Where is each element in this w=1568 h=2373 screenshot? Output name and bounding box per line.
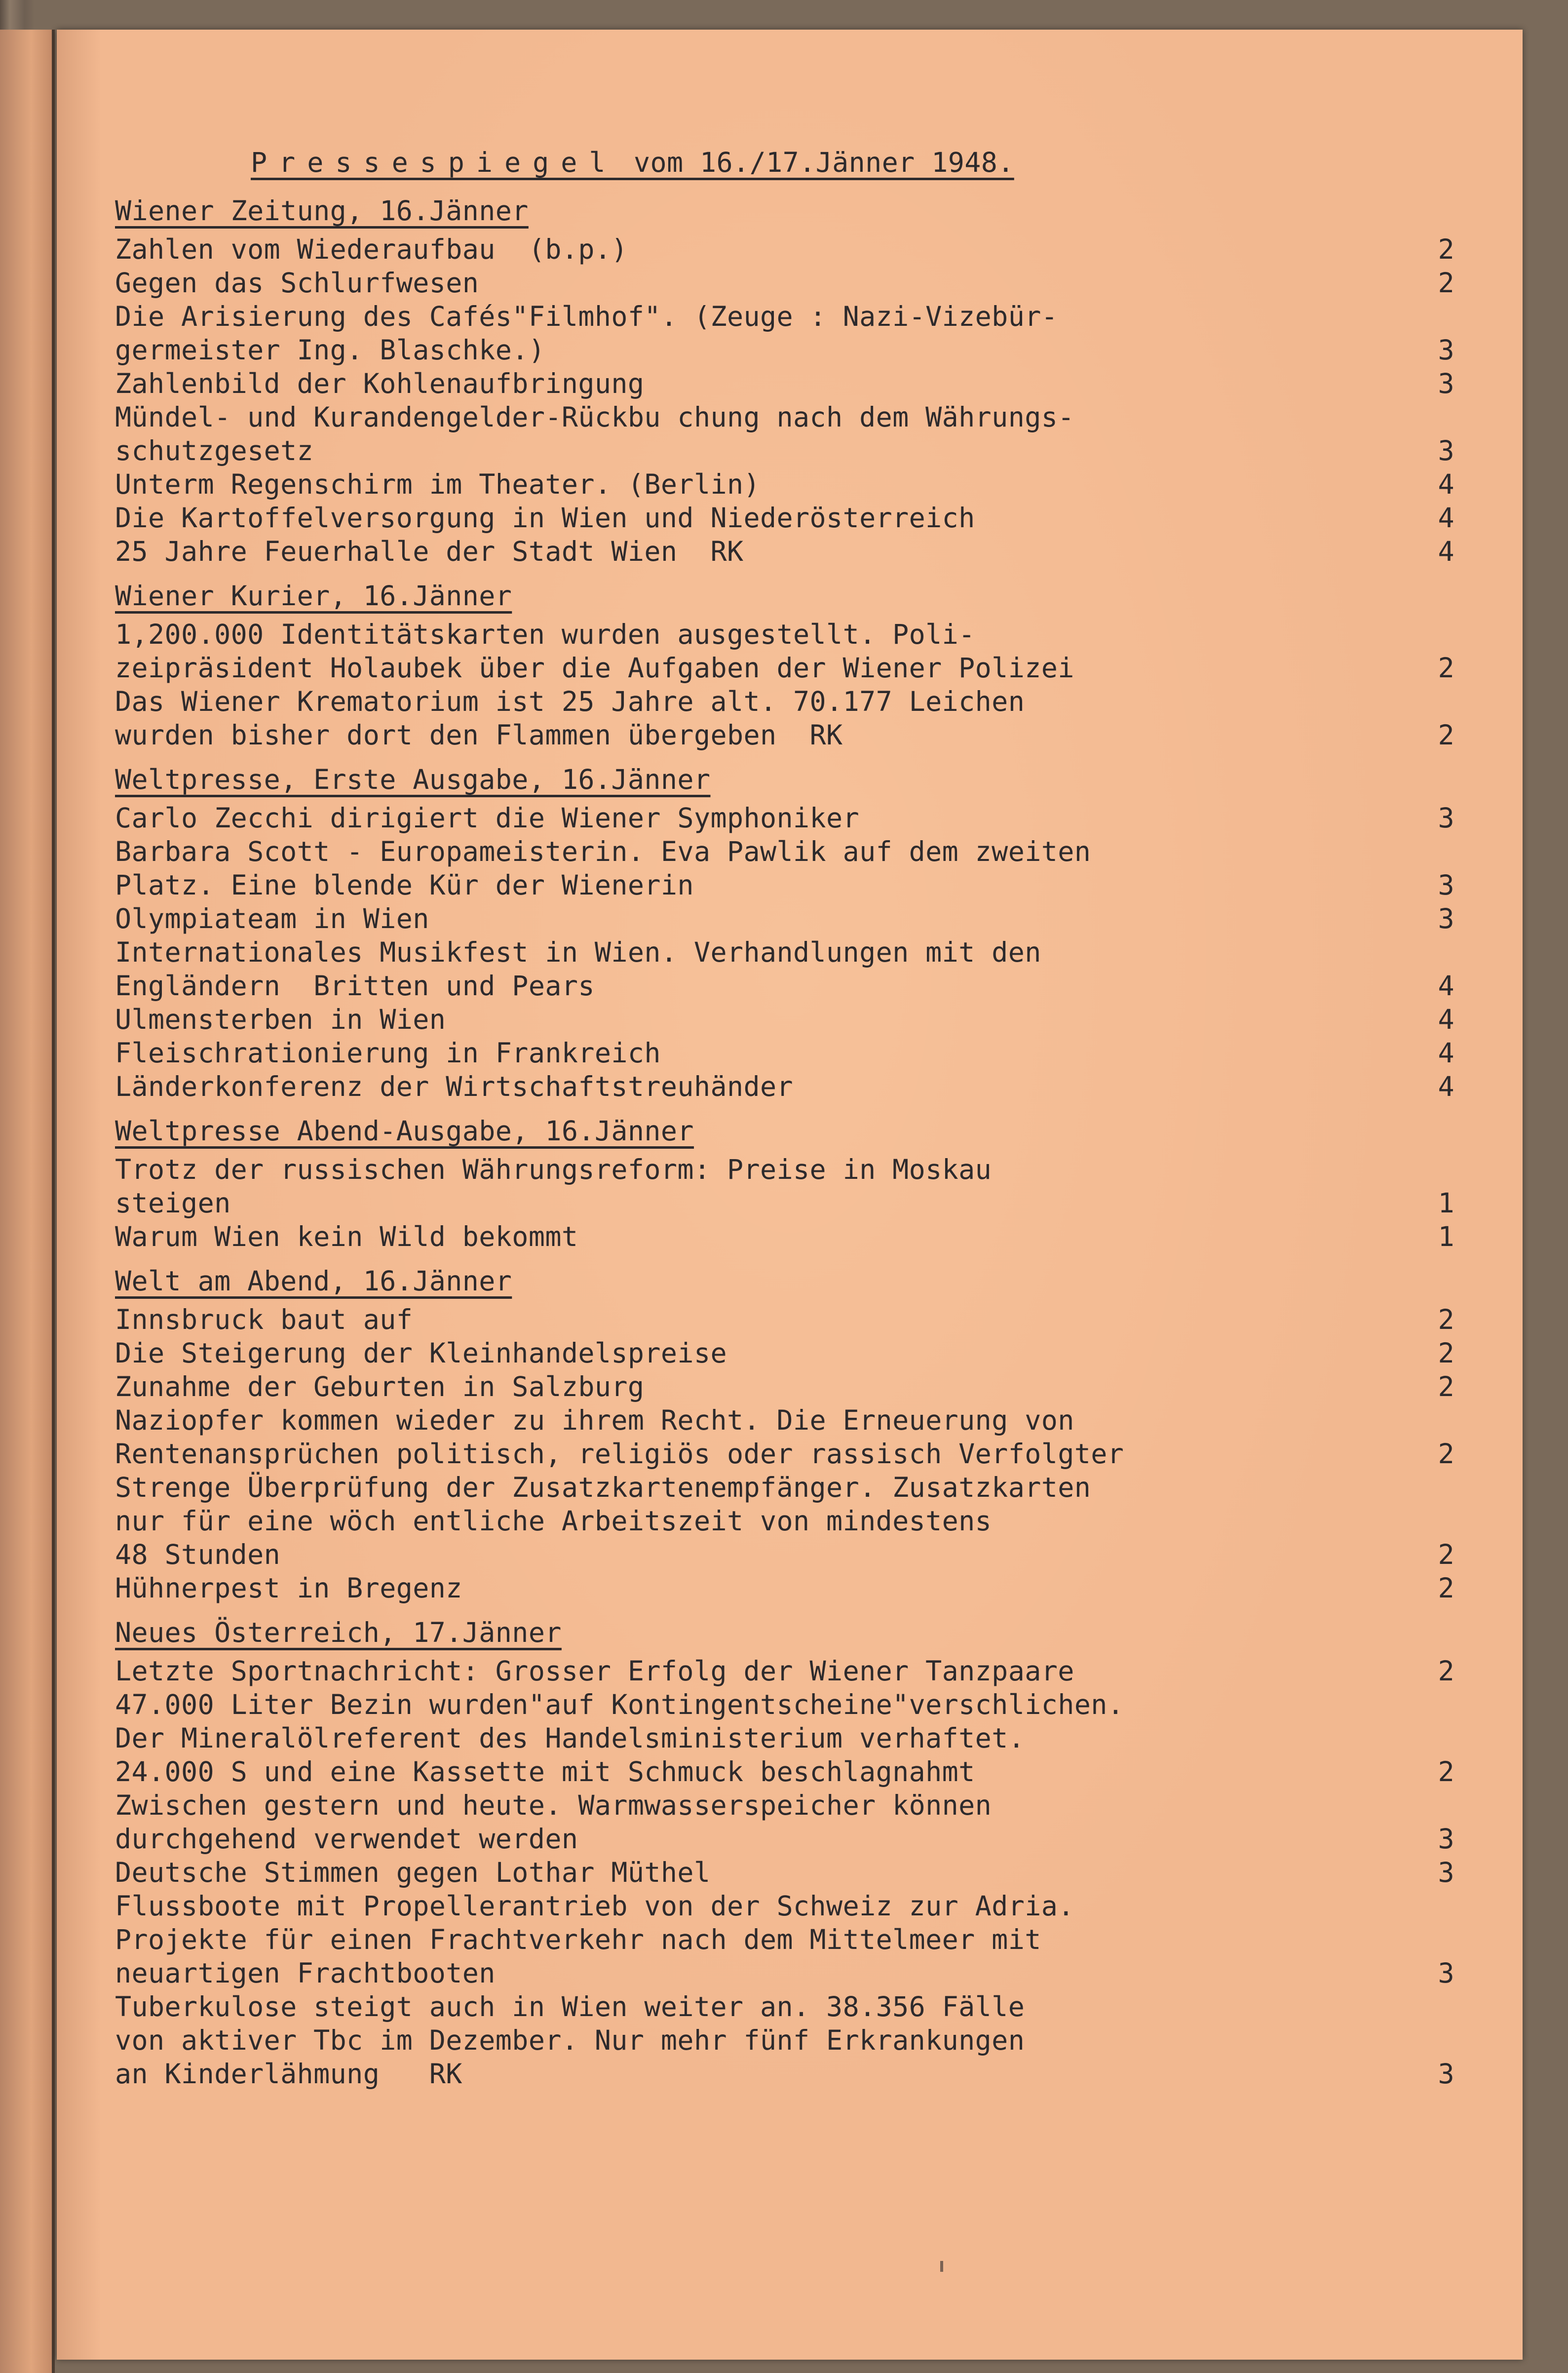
page-number: 3 (1438, 1823, 1454, 1855)
article-line (115, 2023, 1462, 2057)
article-text: Die Kartoffelversorgung in Wien und Niederösterreich (115, 502, 975, 534)
article-line (115, 1755, 1462, 1789)
page-number: 4 (1438, 1037, 1454, 1069)
article-line (115, 1336, 1462, 1370)
page-number: 4 (1438, 1004, 1454, 1035)
article-entry (115, 501, 1462, 535)
section-heading: Neues Österreich, 17.Jänner (115, 1617, 562, 1648)
page-number: 3 (1438, 2058, 1454, 2090)
article-entry (115, 1571, 1462, 1605)
article-entry (115, 266, 1462, 300)
article-text: Barbara Scott - Europameisterin. Eva Pawlik auf dem zweiten (115, 836, 1091, 867)
article-line (115, 1036, 1462, 1070)
article-text: Internationales Musikfest in Wien. Verhandlungen mit den (115, 936, 1041, 968)
article-line (115, 718, 1462, 752)
article-line (115, 1889, 1462, 1923)
article-line (115, 1437, 1462, 1471)
page-number: 2 (1438, 1572, 1454, 1604)
article-text: 25 Jahre Feuerhalle der Stadt Wien RK (115, 536, 744, 567)
article-entry (115, 1220, 1462, 1253)
page-number: 3 (1438, 368, 1454, 399)
page-number: 2 (1438, 1756, 1454, 1788)
article-entry (115, 300, 1462, 367)
article-text: Die Steigerung der Kleinhandelspreise (115, 1337, 727, 1369)
page-number: 2 (1438, 1438, 1454, 1470)
article-text: Rentenansprüchen politisch, religiös oder rassisch Verfolgter (115, 1438, 1124, 1470)
article-line (115, 266, 1462, 300)
facing-page-edge (0, 30, 55, 2373)
title-rest: vom 16./17.Jänner 1948. (617, 147, 1014, 178)
article-text: von aktiver Tbc im Dezember. Nur mehr fünf Erkrankungen (115, 2024, 1025, 2056)
article-text: Platz. Eine blende Kür der Wienerin (115, 869, 694, 901)
article-line (115, 835, 1462, 868)
article-entry (115, 1654, 1462, 1688)
article-line (115, 1186, 1462, 1220)
document-content (115, 146, 1462, 2101)
article-text: wurden bisher dort den Flammen übergeben RK (115, 719, 843, 751)
article-entry (115, 400, 1462, 467)
title-spaced: Pressespiegel (251, 147, 617, 178)
article-line (115, 1721, 1462, 1755)
article-line (115, 1538, 1462, 1571)
page-number: 1 (1438, 1187, 1454, 1219)
article-line (115, 651, 1462, 685)
article-text: germeister Ing. Blaschke.) (115, 334, 545, 366)
article-line (115, 2057, 1462, 2091)
article-line (115, 535, 1462, 568)
article-entry (115, 1688, 1462, 1789)
page-number: 2 (1438, 652, 1454, 684)
article-entry (115, 367, 1462, 400)
page-number: 4 (1438, 468, 1454, 500)
article-text: Hühnerpest in Bregenz (115, 1572, 462, 1604)
page-number: 3 (1438, 334, 1454, 366)
article-text: 48 Stunden (115, 1539, 281, 1570)
page-number: 3 (1438, 869, 1454, 901)
press-section (115, 579, 1462, 752)
article-text: Länderkonferenz der Wirtschaftstreuhänder (115, 1071, 794, 1102)
article-line (115, 400, 1462, 434)
section-heading: Wiener Zeitung, 16.Jänner (115, 195, 529, 227)
article-line (115, 1688, 1462, 1721)
article-line (115, 233, 1462, 266)
section-heading: Weltpresse Abend-Ausgabe, 16.Jänner (115, 1115, 694, 1147)
article-entry (115, 1471, 1462, 1571)
article-text: Engländern Britten und Pears (115, 970, 595, 1002)
page-number: 3 (1438, 903, 1454, 934)
article-line (115, 1303, 1462, 1336)
article-line (115, 1403, 1462, 1437)
page-number: 2 (1438, 267, 1454, 299)
article-text: Fleischrationierung in Frankreich (115, 1037, 661, 1069)
article-text: Mündel- und Kurandengelder-Rückbu chung nach dem Währungs- (115, 401, 1074, 433)
article-entry (115, 935, 1462, 1003)
article-line (115, 1220, 1462, 1253)
article-text: Strenge Überprüfung der Zusatzkartenempfänger. Zusatzkarten (115, 1472, 1091, 1503)
article-entry (115, 1003, 1462, 1036)
article-entry (115, 535, 1462, 568)
article-line (115, 333, 1462, 367)
article-line (115, 1923, 1462, 1956)
article-line (115, 902, 1462, 935)
article-line (115, 367, 1462, 400)
article-text: Warum Wien kein Wild bekommt (115, 1221, 578, 1252)
article-line (115, 868, 1462, 902)
page-number: 2 (1438, 1539, 1454, 1570)
article-text: Zwischen gestern und heute. Warmwasserspeicher können (115, 1789, 992, 1821)
article-line (115, 969, 1462, 1003)
article-line (115, 1856, 1462, 1889)
article-text: schutzgesetz (115, 435, 314, 467)
section-heading: Weltpresse, Erste Ausgabe, 16.Jänner (115, 764, 711, 795)
article-line (115, 1003, 1462, 1036)
article-text: Innsbruck baut auf (115, 1304, 413, 1335)
page-number: 2 (1438, 1655, 1454, 1687)
article-entry (115, 1153, 1462, 1220)
article-text: Zunahme der Geburten in Salzburg (115, 1371, 645, 1402)
page-number: 4 (1438, 502, 1454, 534)
press-section (115, 1264, 1462, 1605)
article-entry (115, 1789, 1462, 1856)
article-text: Olympiateam in Wien (115, 903, 429, 934)
article-entry (115, 1990, 1462, 2091)
article-entry (115, 1889, 1462, 1990)
article-text: durchgehend verwendet werden (115, 1823, 578, 1855)
article-entry (115, 1303, 1462, 1336)
press-section (115, 763, 1462, 1103)
article-text: Das Wiener Krematorium ist 25 Jahre alt. 70.177 Leichen (115, 686, 1025, 717)
article-entry (115, 467, 1462, 501)
section-heading: Welt am Abend, 16.Jänner (115, 1265, 512, 1297)
article-text: Unterm Regenschirm im Theater. (Berlin) (115, 468, 760, 500)
article-line (115, 1070, 1462, 1103)
page-title (251, 146, 1462, 179)
article-entry (115, 1403, 1462, 1471)
article-text: Zahlenbild der Kohlenaufbringung (115, 368, 645, 399)
press-section (115, 1114, 1462, 1253)
article-entry (115, 1370, 1462, 1403)
article-text: Gegen das Schlurfwesen (115, 267, 479, 299)
article-line (115, 1153, 1462, 1186)
article-entry (115, 685, 1462, 752)
article-line (115, 1956, 1462, 1990)
page-number: 2 (1438, 1304, 1454, 1335)
article-text: 47.000 Liter Bezin wurden"auf Kontingentscheine"verschlichen. (115, 1689, 1124, 1720)
article-text: Letzte Sportnachricht: Grosser Erfolg der Wiener Tanzpaare (115, 1655, 1074, 1687)
article-text: Carlo Zecchi dirigiert die Wiener Symphoniker (115, 802, 860, 834)
page-number: 3 (1438, 802, 1454, 834)
article-line (115, 801, 1462, 835)
page-number: 3 (1438, 435, 1454, 467)
article-line (115, 501, 1462, 535)
section-heading: Wiener Kurier, 16.Jänner (115, 580, 512, 612)
article-text: zeipräsident Holaubek über die Aufgaben der Wiener Polizei (115, 652, 1074, 684)
article-text: Ulmensterben in Wien (115, 1004, 446, 1035)
article-text: 24.000 S und eine Kassette mit Schmuck beschlagnahmt (115, 1756, 975, 1788)
page-number: 3 (1438, 1957, 1454, 1989)
article-entry (115, 233, 1462, 266)
article-line (115, 935, 1462, 969)
document-page (57, 30, 1523, 2360)
article-line (115, 300, 1462, 333)
article-line (115, 1504, 1462, 1538)
article-text: Zahlen vom Wiederaufbau (b.p.) (115, 233, 628, 265)
article-line (115, 467, 1462, 501)
article-entry (115, 618, 1462, 685)
article-line (115, 1990, 1462, 2023)
article-entry (115, 1036, 1462, 1070)
page-number: 2 (1438, 1337, 1454, 1369)
article-line (115, 1822, 1462, 1856)
article-text: Deutsche Stimmen gegen Lothar Müthel (115, 1857, 711, 1888)
page-number: 2 (1438, 1371, 1454, 1402)
article-entry (115, 801, 1462, 835)
article-entry (115, 902, 1462, 935)
article-text: steigen (115, 1187, 231, 1219)
article-line (115, 434, 1462, 467)
article-text: nur für eine wöch entliche Arbeitszeit von mindestens (115, 1505, 992, 1537)
article-line (115, 1370, 1462, 1403)
article-text: Der Mineralölreferent des Handelsministerium verhaftet. (115, 1722, 1025, 1754)
article-line (115, 618, 1462, 651)
page-number: 2 (1438, 233, 1454, 265)
page-number: 1 (1438, 1221, 1454, 1252)
press-section (115, 1616, 1462, 2091)
article-entry (115, 835, 1462, 902)
article-text: 1,200.000 Identitätskarten wurden ausgestellt. Poli- (115, 619, 975, 650)
article-text: an Kinderlähmung RK (115, 2058, 462, 2090)
article-entry (115, 1070, 1462, 1103)
ink-mark (940, 2261, 943, 2272)
article-line (115, 1571, 1462, 1605)
article-entry (115, 1856, 1462, 1889)
press-section (115, 194, 1462, 568)
article-text: Tuberkulose steigt auch in Wien weiter an. 38.356 Fälle (115, 1991, 1025, 2023)
article-line (115, 1654, 1462, 1688)
page-number: 3 (1438, 1857, 1454, 1888)
article-text: Trotz der russischen Währungsreform: Preise in Moskau (115, 1154, 992, 1185)
article-line (115, 685, 1462, 718)
page-number: 4 (1438, 1071, 1454, 1102)
page-number: 4 (1438, 970, 1454, 1002)
article-text: neuartigen Frachtbooten (115, 1957, 496, 1989)
article-line (115, 1789, 1462, 1822)
page-number: 2 (1438, 719, 1454, 751)
article-text: Projekte für einen Frachtverkehr nach dem Mittelmeer mit (115, 1924, 1041, 1955)
article-entry (115, 1336, 1462, 1370)
article-text: Flussboote mit Propellerantrieb von der Schweiz zur Adria. (115, 1890, 1074, 1922)
article-line (115, 1471, 1462, 1504)
page-number: 4 (1438, 536, 1454, 567)
article-text: Die Arisierung des Cafés"Filmhof". (Zeuge : Nazi-Vizebür- (115, 301, 1058, 332)
article-text: Naziopfer kommen wieder zu ihrem Recht. Die Erneuerung von (115, 1404, 1074, 1436)
